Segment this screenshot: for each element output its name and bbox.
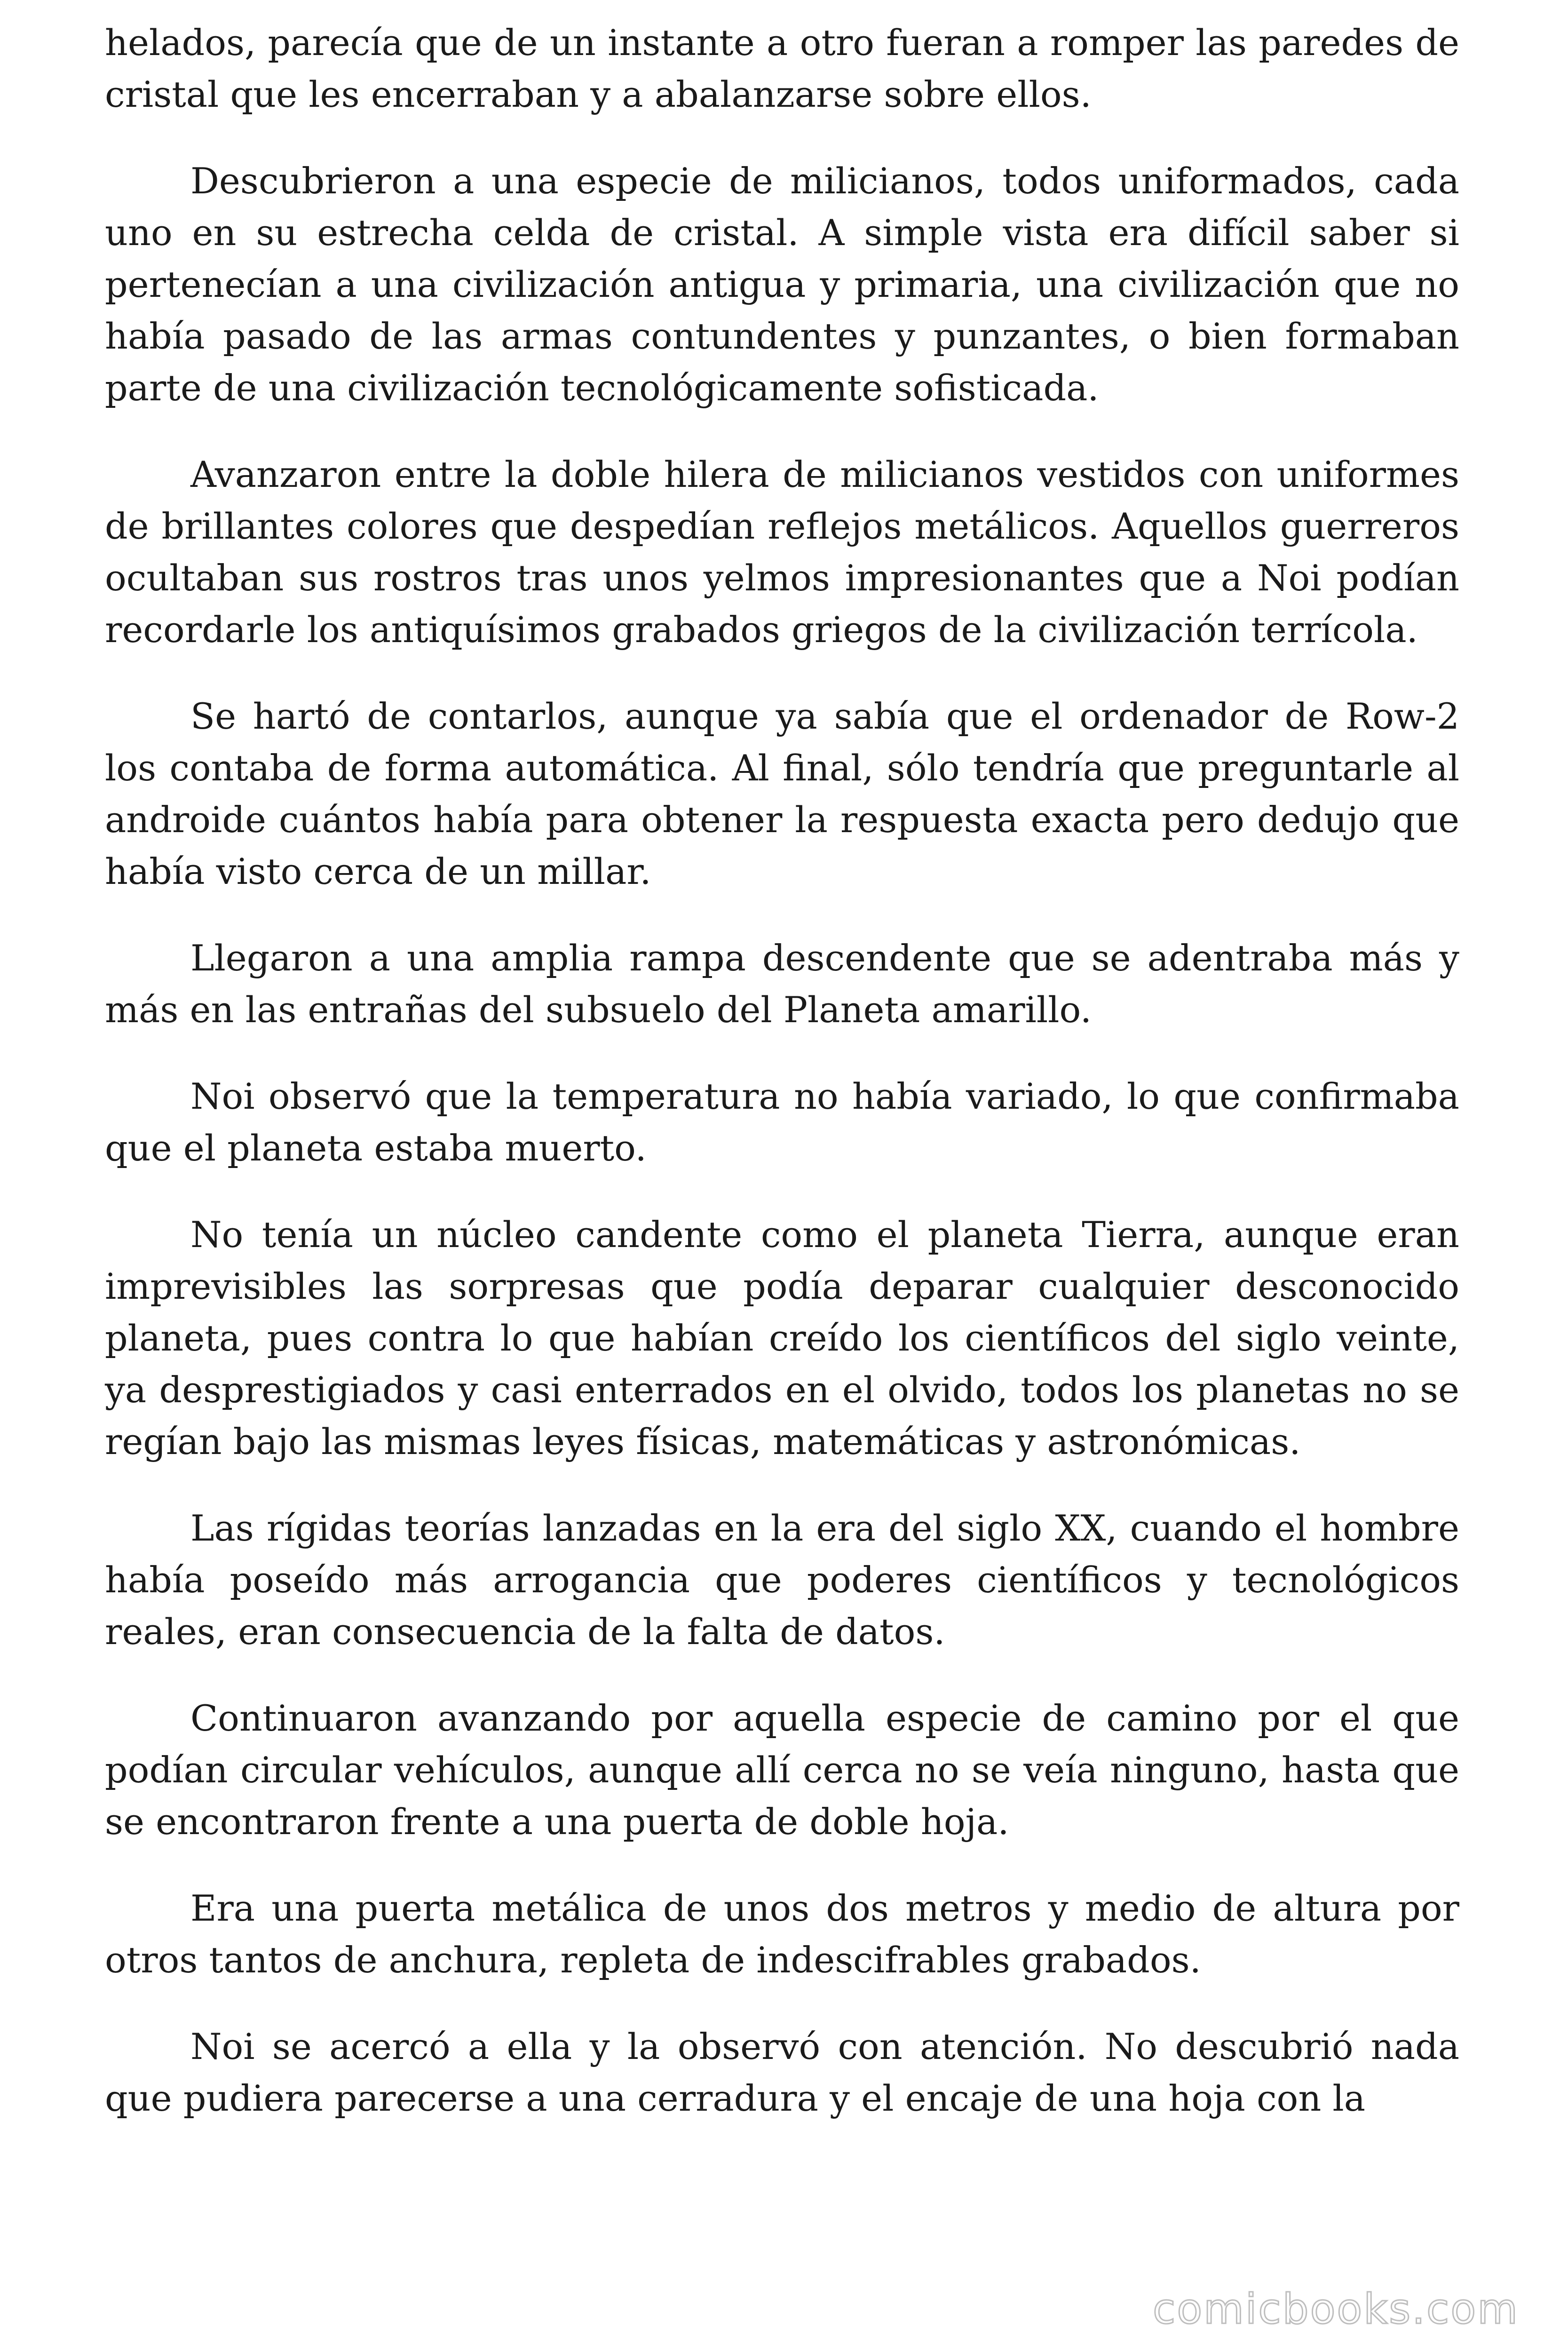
paragraph-4: Se hartó de contarlos, aunque ya sabía que el ordenador de Row-2 los contaba de forma automática. Al final, sólo tendría que preguntarle al androide cuántos había para obtener la respuesta exacta pero dedujo que había visto cerca de un millar. [105, 695, 1459, 892]
paragraph-3: Avanzaron entre la doble hilera de milicianos vestidos con uniformes de brillantes colores que despedían reflejos metálicos. Aquellos guerreros ocultaban sus rostros tras unos yelmos impresionantes que a Noi podían recordarle los antiquísimos grabados griegos de la civilización terrícola. [105, 453, 1459, 651]
paragraph-8: Las rígidas teorías lanzadas en la era del siglo XX, cuando el hombre había poseído más arrogancia que poderes científicos y tecnológicos reales, eran consecuencia de la falta de datos. [105, 1507, 1459, 1653]
paragraph-9: Continuaron avanzando por aquella especie de camino por el que podían circular vehículos, aunque allí cerca no se veía ninguno, hasta que se encontraron frente a una puerta de doble hoja. [105, 1697, 1459, 1843]
paragraph-5: Llegaron a una amplia rampa descendente que se adentraba más y más en las entrañas del subsuelo del Planeta amarillo. [105, 937, 1459, 1031]
paragraph-1: helados, parecía que de un instante a otro fueran a romper las paredes de cristal que les encerraban y a abalanzarse sobre ellos. [105, 22, 1459, 115]
paragraph-2: Descubrieron a una especie de milicianos, todos uniformados, cada uno en su estrecha celda de cristal. A simple vista era difícil saber si pertenecían a una civilización antigua y primaria, una civilización que no había pasado de las armas contundentes y punzantes, o bien formaban parte de una civilización tecnológicamente sofisticada. [105, 160, 1459, 409]
paragraph-10: Era una puerta metálica de unos dos metros y medio de altura por otros tantos de anchura, repleta de indescifrables grabados. [105, 1887, 1459, 1981]
watermark: comicbooks.com [1152, 2285, 1519, 2333]
paragraph-6: Noi observó que la temperatura no había variado, lo que confirmaba que el planeta estaba muerto. [105, 1075, 1459, 1169]
body-text [105, 17, 1459, 2159]
paragraph-11: Noi se acercó a ella y la observó con atención. No descubrió nada que pudiera parecerse a una cerradura y el encaje de una hoja con la [105, 2026, 1459, 2119]
paragraph-7: No tenía un núcleo candente como el planeta Tierra, aunque eran imprevisibles las sorpresas que podía deparar cualquier desconocido planeta, pues contra lo que habían creído los científicos del siglo veinte, ya desprestigiados y casi enterrados en el olvido, todos los planetas no se regían bajo las mismas leyes físicas, matemáticas y astronómicas. [105, 1214, 1459, 1462]
